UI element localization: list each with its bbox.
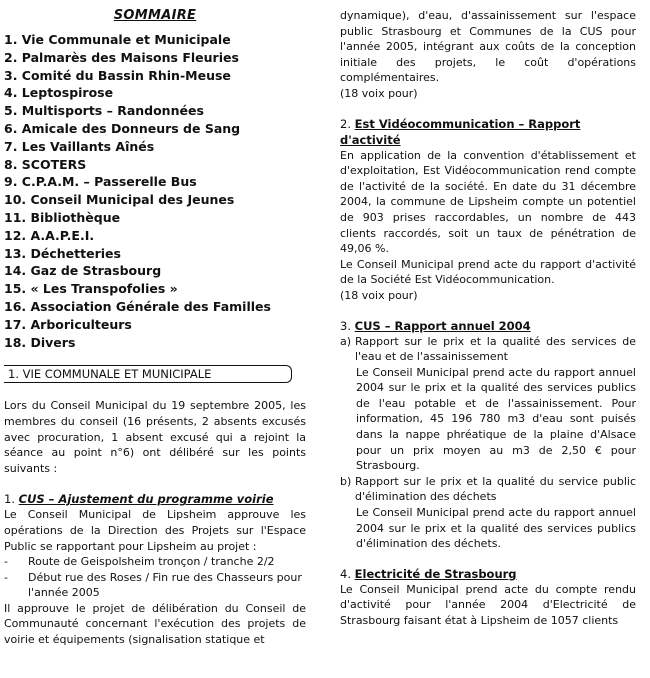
vote-count: (18 voix pour): [340, 288, 418, 302]
toc-item: 14. Gaz de Strasbourg: [4, 263, 162, 279]
item2-text2: Le Conseil Municipal prend acte du rapport d'activité de la Société Est Vidéocommunication.: [340, 257, 636, 287]
subitem-a: [340, 334, 636, 365]
subitem-title: Rapport sur le prix et la qualité du service public d'élimination des déchets: [355, 474, 636, 504]
toc-item: 8. SCOTERS: [4, 156, 87, 172]
toc-item: 5. Multisports – Randonnées: [4, 103, 204, 119]
toc-item: 12. A.A.P.E.I.: [4, 227, 95, 243]
item1-bullets: [4, 554, 306, 601]
vote-count: (18 voix pour): [340, 86, 418, 100]
item1-text2: Il approuve le projet de délibération du Conseil de Communauté concernant l'exécution des projets de voirie et équipements (signalisation statique et: [4, 601, 306, 647]
item4-heading: [340, 566, 636, 582]
item4-number: 4.: [340, 566, 351, 581]
list-item: - Route de Geispolsheim tronçon / tranche 2/2: [4, 554, 306, 570]
toc-item: 9. C.P.A.M. – Passerelle Bus: [4, 174, 197, 190]
item4-text: Le Conseil Municipal prend acte du compte rendu d'activité pour l'année 2004 d'Electricité de Strasbourg faisant état à Lipsheim de 1057 clients: [340, 582, 636, 627]
toc-item: 7. Les Vaillants Aînés: [4, 138, 155, 154]
toc-item: 17. Arboriculteurs: [4, 316, 132, 332]
subitem-b: [340, 474, 636, 505]
item2-number: 2.: [340, 116, 351, 131]
toc-item: 16. Association Générale des Familles: [4, 298, 271, 314]
subitem-title: Rapport sur le prix et la qualité des services de l'eau et de l'assainissement: [355, 334, 636, 364]
item3-heading: [340, 318, 636, 334]
item1-heading: [4, 491, 306, 507]
subitem-text: Le Conseil Municipal prend acte du rapport annuel 2004 sur le prix et la qualité des services publics d'élimination des déchets.: [356, 506, 636, 551]
toc-item: 6. Amicale des Donneurs de Sang: [4, 120, 241, 136]
right-column: [340, 0, 636, 629]
subitem-label: a): [340, 334, 352, 348]
toc-item: 13. Déchetteries: [4, 245, 121, 261]
item2-text: En application de la convention d'établissement et d'exploitation, Est Vidéocommunication rend compte de l'activité de la société. En date du 31 décembre 2004, la commune de Lipsheim compte un potentiel de 903 prises raccordables, un nombre de 443 clients raccordés, soit un taux de pénétration de 49,06 %.: [340, 148, 636, 256]
toc-item: 4. Leptospirose: [4, 85, 114, 101]
toc-item: 1. Vie Communale et Municipale: [4, 32, 231, 47]
left-column: [4, 0, 306, 648]
toc-title: SOMMAIRE: [113, 8, 197, 23]
list-item: - Début rue des Roses / Fin rue des Chasseurs pour l'année 2005: [4, 570, 306, 601]
continued-text: dynamique), d'eau, d'assainissement sur l'espace public Strasbourg et Communes de la CUS pour l'année 2005, intégrant aux coûts de la conception initiale des projets, le coût d'opérations complémentaires.: [340, 9, 636, 85]
section-heading: 1. VIE COMMUNALE ET MUNICIPALE: [4, 365, 292, 383]
toc-item: 15. « Les Transpofolies »: [4, 281, 178, 297]
item3-number: 3.: [340, 318, 351, 333]
subitem-label: b): [340, 474, 352, 488]
toc-item: 11. Bibliothèque: [4, 209, 121, 225]
toc-item: 18. Divers: [4, 334, 76, 350]
toc-item: 10. Conseil Municipal des Jeunes: [4, 192, 235, 208]
item4-title: Electricité de Strasbourg: [354, 566, 517, 581]
toc-item: 3. Comité du Bassin Rhin-Meuse: [4, 67, 231, 83]
toc-list: [4, 31, 306, 351]
item1-title: CUS – Ajustement du programme voirie: [18, 492, 274, 507]
item2-title: Est Vidéocommunication – Rapport d'activité: [340, 116, 581, 147]
item3-title: CUS – Rapport annuel 2004: [354, 318, 531, 333]
item2-heading: [340, 116, 636, 148]
section-intro: Lors du Conseil Municipal du 19 septembre 2005, les membres du conseil (16 présents, 2 absents excusés avec procuration, 1 absent excusé qui a rejoint la séance au point n°6) ont délibéré sur les points suivants :: [4, 399, 306, 475]
toc-item: 2. Palmarès des Maisons Fleuries: [4, 49, 239, 65]
item1-text: Le Conseil Municipal de Lipsheim approuve les opérations de la Direction des Projets sur l'Espace Public se rapportant pour Lipsheim au projet :: [4, 508, 306, 553]
item3-subitems: [340, 334, 636, 552]
item1-number: 1.: [4, 492, 15, 507]
subitem-text: Le Conseil Municipal prend acte du rapport annuel 2004 sur le prix et la qualité des services publics de l'eau potable et de l'assainissement. Pour information, 45 196 780 m3 d'eau sont puisés dans la nappe phréatique de la plaine d'Alsace pour un prix moyen au m3 de 2,50 € pour Strasbourg.: [356, 365, 636, 473]
